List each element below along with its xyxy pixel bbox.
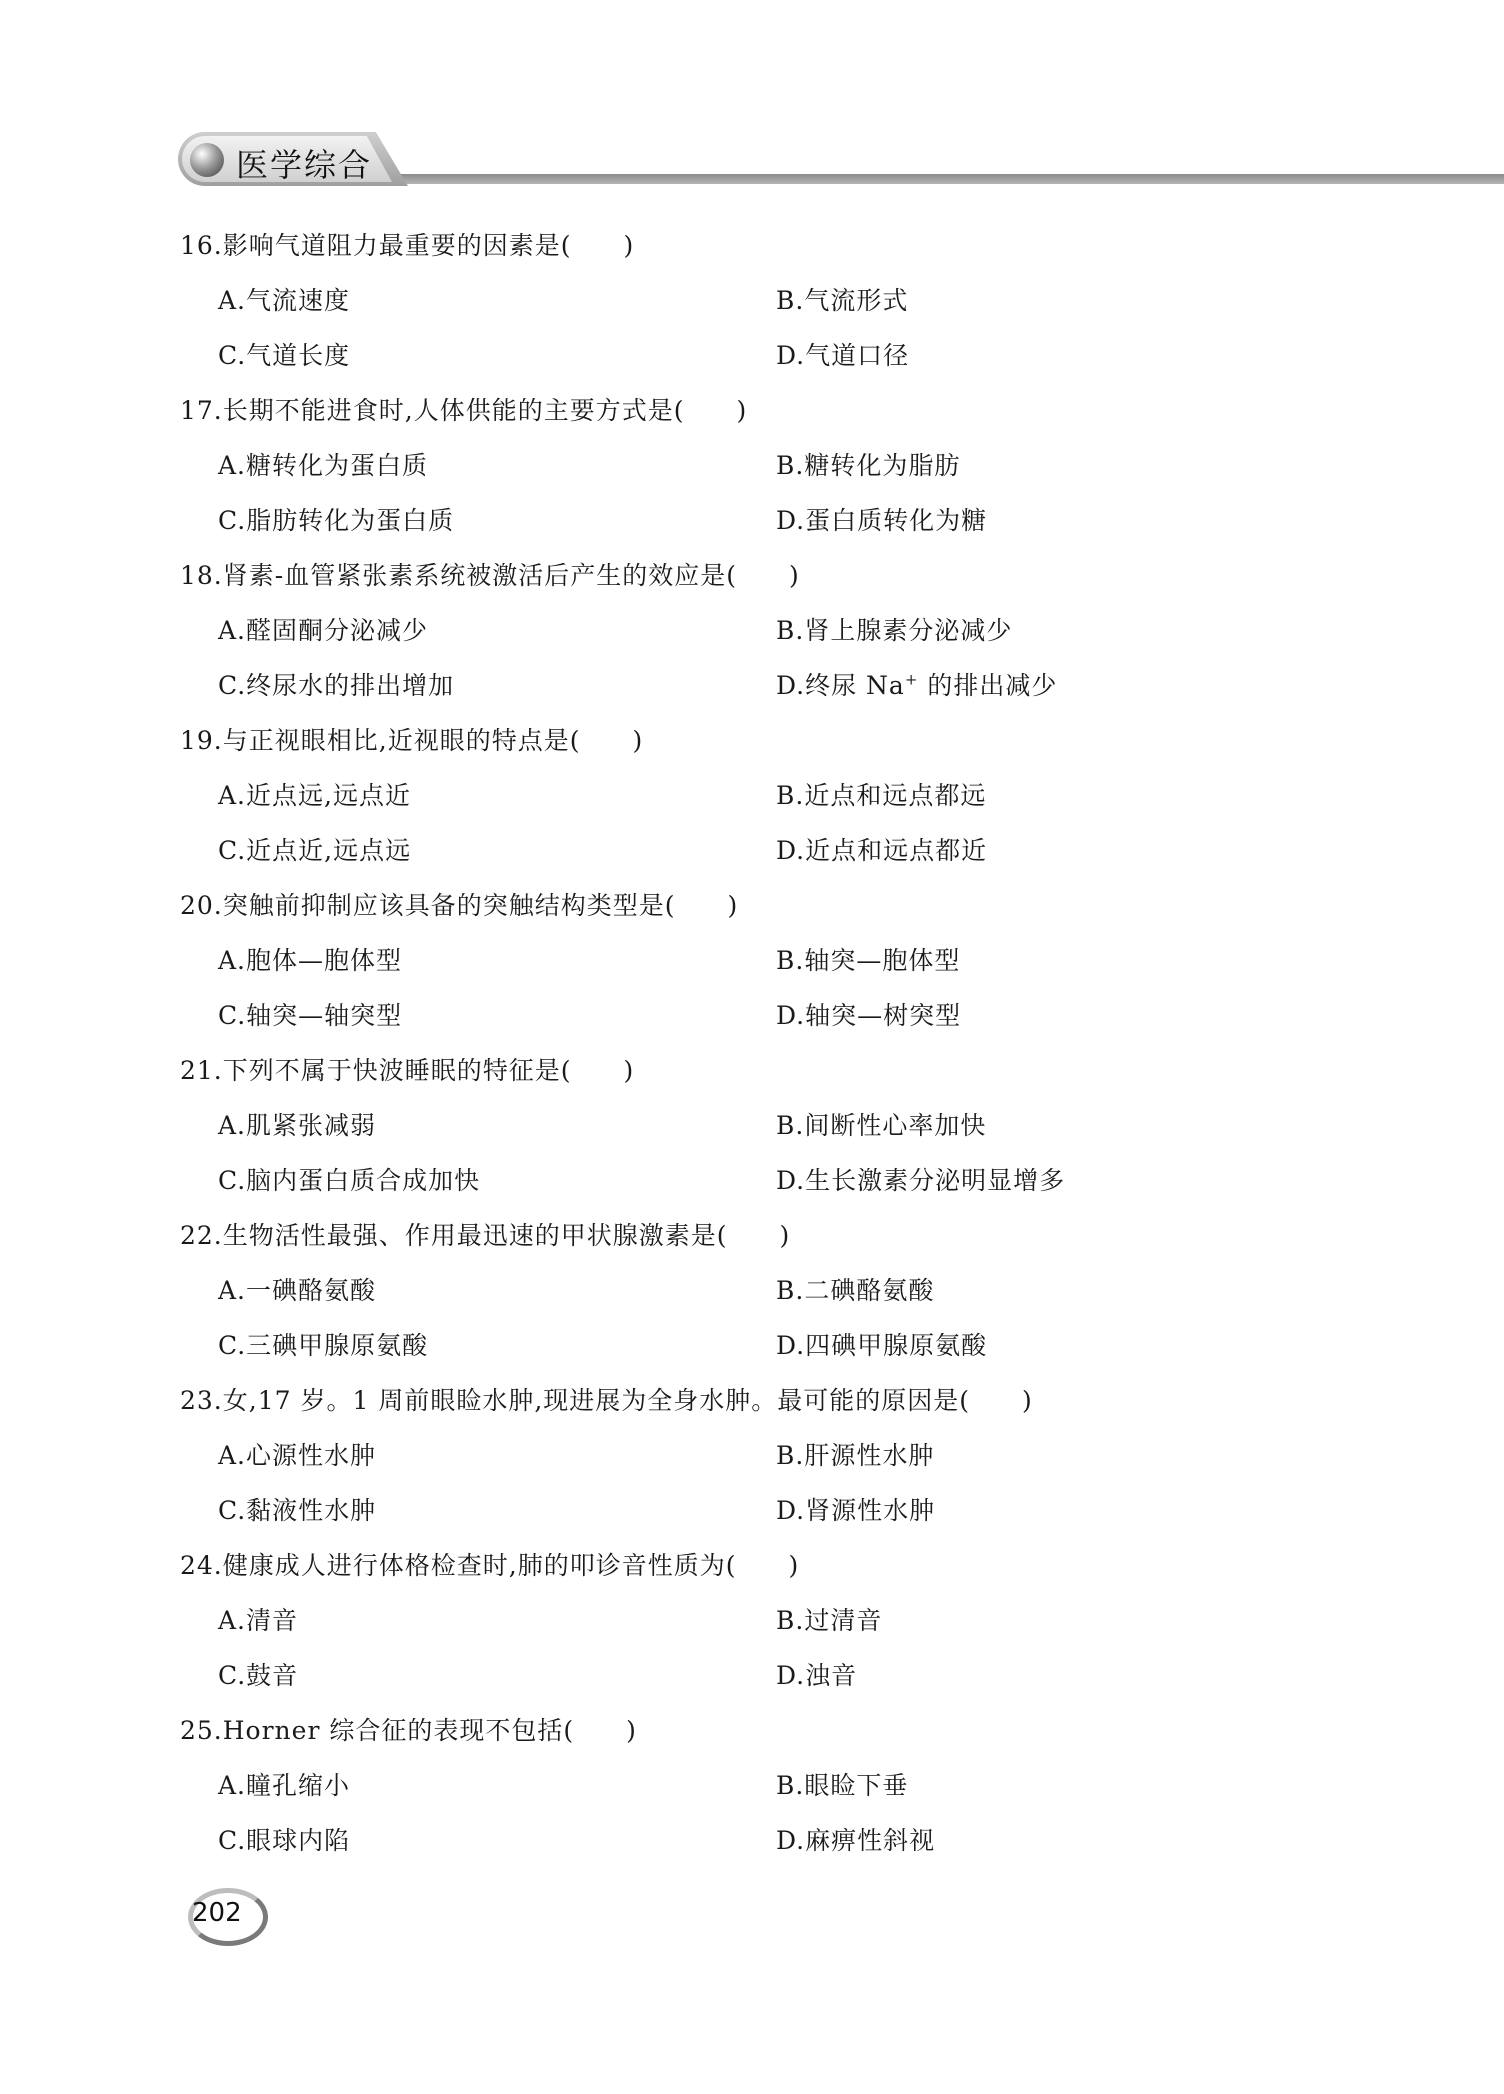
option-d: D.终尿 Na+ 的排出减少 bbox=[776, 670, 1058, 700]
option-a: A.胞体—胞体型 bbox=[218, 946, 403, 975]
option-a: A.瞳孔缩小 bbox=[218, 1771, 351, 1800]
option-c: C.三碘甲腺原氨酸 bbox=[218, 1331, 429, 1360]
option-c: C.脂肪转化为蛋白质 bbox=[218, 506, 455, 535]
option-d: D.气道口径 bbox=[776, 341, 910, 370]
option-c: C.近点近,远点远 bbox=[218, 836, 412, 865]
option-a: A.醛固酮分泌减少 bbox=[218, 616, 429, 645]
option-c: C.终尿水的排出增加 bbox=[218, 671, 455, 700]
option-a: A.近点远,远点近 bbox=[218, 781, 411, 810]
option-c: C.轴突—轴突型 bbox=[218, 1001, 403, 1030]
option-d: D.轴突—树突型 bbox=[776, 1001, 962, 1030]
option-b: B.二碘酪氨酸 bbox=[776, 1276, 935, 1305]
option-b: B.肾上腺素分泌减少 bbox=[776, 616, 1013, 645]
section-header bbox=[178, 132, 1504, 192]
page-number-badge bbox=[182, 1886, 272, 1950]
question-stem: 23.女,17 岁。1 周前眼睑水肿,现进展为全身水肿。最可能的原因是( ) bbox=[180, 1386, 1033, 1415]
option-a: A.糖转化为蛋白质 bbox=[218, 451, 429, 480]
option-b: B.过清音 bbox=[776, 1606, 883, 1635]
option-a: A.肌紧张减弱 bbox=[218, 1111, 377, 1140]
option-b: B.眼睑下垂 bbox=[776, 1771, 909, 1800]
question-stem: 16.影响气道阻力最重要的因素是( ) bbox=[180, 231, 635, 260]
sphere-icon bbox=[190, 143, 224, 177]
option-d: D.生长激素分泌明显增多 bbox=[776, 1166, 1066, 1195]
option-c: C.气道长度 bbox=[218, 341, 351, 370]
option-b: B.轴突—胞体型 bbox=[776, 946, 961, 975]
question-stem: 25.Horner 综合征的表现不包括( ) bbox=[180, 1716, 637, 1745]
option-a: A.一碘酪氨酸 bbox=[218, 1276, 377, 1305]
option-b: B.近点和远点都远 bbox=[776, 781, 987, 810]
section-title: 医学综合 bbox=[236, 146, 373, 184]
option-b: B.糖转化为脂肪 bbox=[776, 451, 961, 480]
option-d: D.四碘甲腺原氨酸 bbox=[776, 1331, 988, 1360]
option-c: C.脑内蛋白质合成加快 bbox=[218, 1166, 481, 1195]
header-rule bbox=[338, 174, 1504, 184]
option-c: C.眼球内陷 bbox=[218, 1826, 351, 1855]
option-b: B.气流形式 bbox=[776, 286, 909, 315]
question-stem: 20.突触前抑制应该具备的突触结构类型是( ) bbox=[180, 891, 739, 920]
question-stem: 19.与正视眼相比,近视眼的特点是( ) bbox=[180, 726, 644, 755]
option-d: D.浊音 bbox=[776, 1661, 858, 1690]
question-stem: 21.下列不属于快波睡眠的特征是( ) bbox=[180, 1056, 635, 1085]
option-d: D.蛋白质转化为糖 bbox=[776, 506, 988, 535]
page-number: 202 bbox=[192, 1898, 242, 1928]
question-stem: 22.生物活性最强、作用最迅速的甲状腺激素是( ) bbox=[180, 1221, 791, 1250]
option-a: A.心源性水肿 bbox=[218, 1441, 377, 1470]
option-c: C.黏液性水肿 bbox=[218, 1496, 377, 1525]
option-d: D.肾源性水肿 bbox=[776, 1496, 936, 1525]
question-stem: 18.肾素-血管紧张素系统被激活后产生的效应是( ) bbox=[180, 561, 800, 590]
option-a: A.清音 bbox=[218, 1606, 299, 1635]
option-b: B.肝源性水肿 bbox=[776, 1441, 935, 1470]
option-a: A.气流速度 bbox=[218, 286, 351, 315]
question-stem: 24.健康成人进行体格检查时,肺的叩诊音性质为( ) bbox=[180, 1551, 800, 1580]
question-stem: 17.长期不能进食时,人体供能的主要方式是( ) bbox=[180, 396, 748, 425]
option-b: B.间断性心率加快 bbox=[776, 1111, 987, 1140]
option-d: D.麻痹性斜视 bbox=[776, 1826, 936, 1855]
option-c: C.鼓音 bbox=[218, 1661, 299, 1690]
option-d: D.近点和远点都近 bbox=[776, 836, 988, 865]
